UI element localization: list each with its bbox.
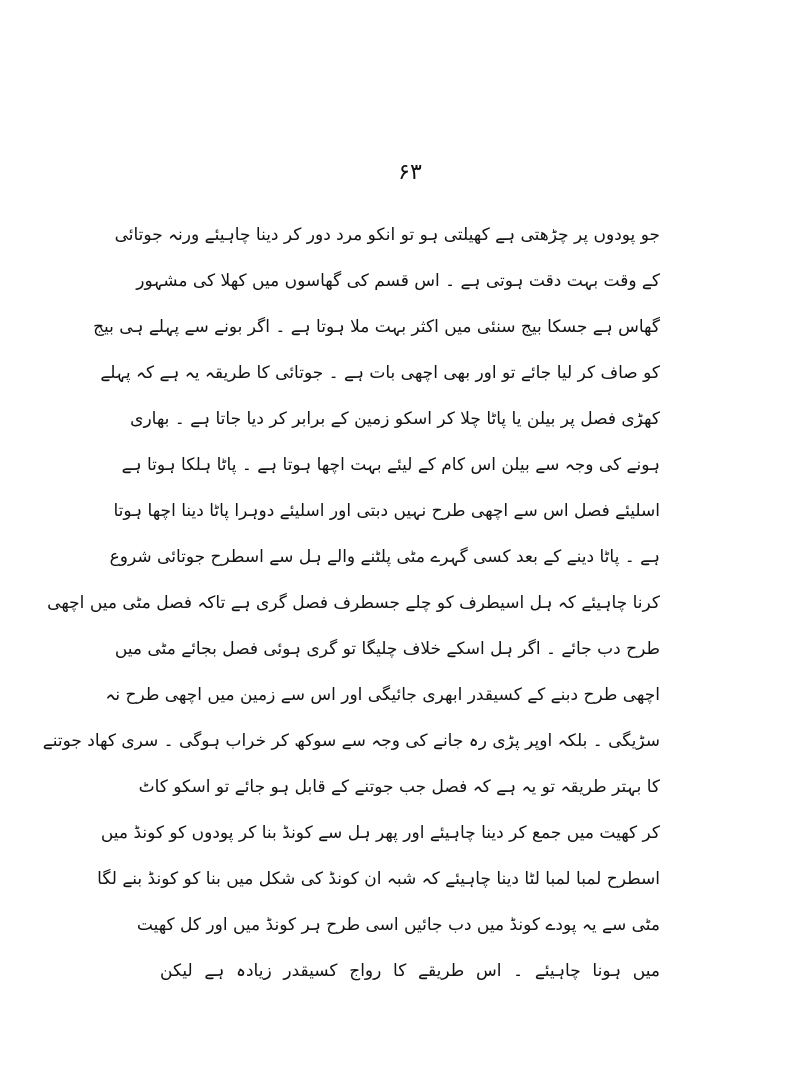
text-line: گھاس ہے جسکا بیج سنئی میں اکثر بہت ملا ہوتا ہے ۔ اگر بونے سے پہلے ہی بیج (93, 317, 660, 337)
text-line: کے وقت بہت دقت ہوتی ہے ۔ اس قسم کی گھاسوں میں کھلا کی مشہور (136, 271, 660, 291)
text-line: اسلیئے فصل اس سے اچھی طرح نہیں دبتی اور اسلیئے دوہرا پاٹا دینا اچھا ہوتا (113, 501, 660, 521)
text-line: طرح دب جائے ۔ اگر ہل اسکے خلاف چلیگا تو گری ہوئی فصل بجائے مٹی میں (114, 639, 660, 659)
text-line: ہے ۔ پاٹا دینے کے بعد کسی گہرے مٹی پلٹنے والے ہل سے اسطرح جوتائی شروع (109, 547, 660, 567)
text-line: جو پودوں پر چڑھتی ہے کھیلتی ہو تو انکو مرد دور کر دینا چاہیئے ورنہ جوتائی (114, 225, 660, 245)
text-line: کھڑی فصل پر بیلن یا پاٹا چلا کر اسکو زمین کے برابر کر دیا جاتا ہے ۔ بھاری (130, 409, 660, 429)
text-line: کرنا چاہیئے کہ ہل اسیطرف کو چلے جسطرف فصل گری ہے تاکہ فصل مٹی میں اچھی (47, 593, 660, 613)
text-line: مٹی سے یہ پودے کونڈ میں دب جائیں اسی طرح ہر کونڈ میں اور کل کھیت (136, 915, 660, 935)
text-line: کر کھیت میں جمع کر دینا چاہیئے اور پھر ہل سے کونڈ بنا کر پودوں کو کونڈ میں (100, 823, 660, 843)
page-number: ۶۳ (398, 160, 422, 185)
text-line: ہونے کی وجہ سے بیلن اس کام کے لیئے بہت اچھا ہوتا ہے ۔ پاٹا ہلکا ہوتا ہے (121, 455, 660, 475)
text-line: میں ہونا چاہیئے ۔ اس طریقے کا رواج کسیقدر زیادہ ہے لیکن (160, 961, 660, 981)
text-line: اسطرح لمبا لمبا لٹا دینا چاہیئے کہ شبہ ان کونڈ کی شکل میں بنا کو کونڈ بنے لگا (97, 869, 660, 889)
text-line: سڑیگی ۔ بلکہ اوپر پڑی رہ جانے کی وجہ سے سوکھ کر خراب ہوگی ۔ سری کھاد جوتنے (42, 731, 660, 751)
body-text (42, 212, 660, 994)
text-line: کا بہتر طریقہ تو یہ ہے کہ فصل جب جوتنے کے قابل ہو جائے تو اسکو کاٹ (138, 777, 660, 797)
text-line: کو صاف کر لیا جائے تو اور بھی اچھی بات ہے ۔ جوتائی کا طریقہ یہ ہے کہ پہلے (100, 363, 660, 383)
text-line: اچھی طرح دبنے کے کسیقدر ابھری جائیگی اور اس سے زمین میں اچھی طرح نہ (105, 685, 660, 705)
